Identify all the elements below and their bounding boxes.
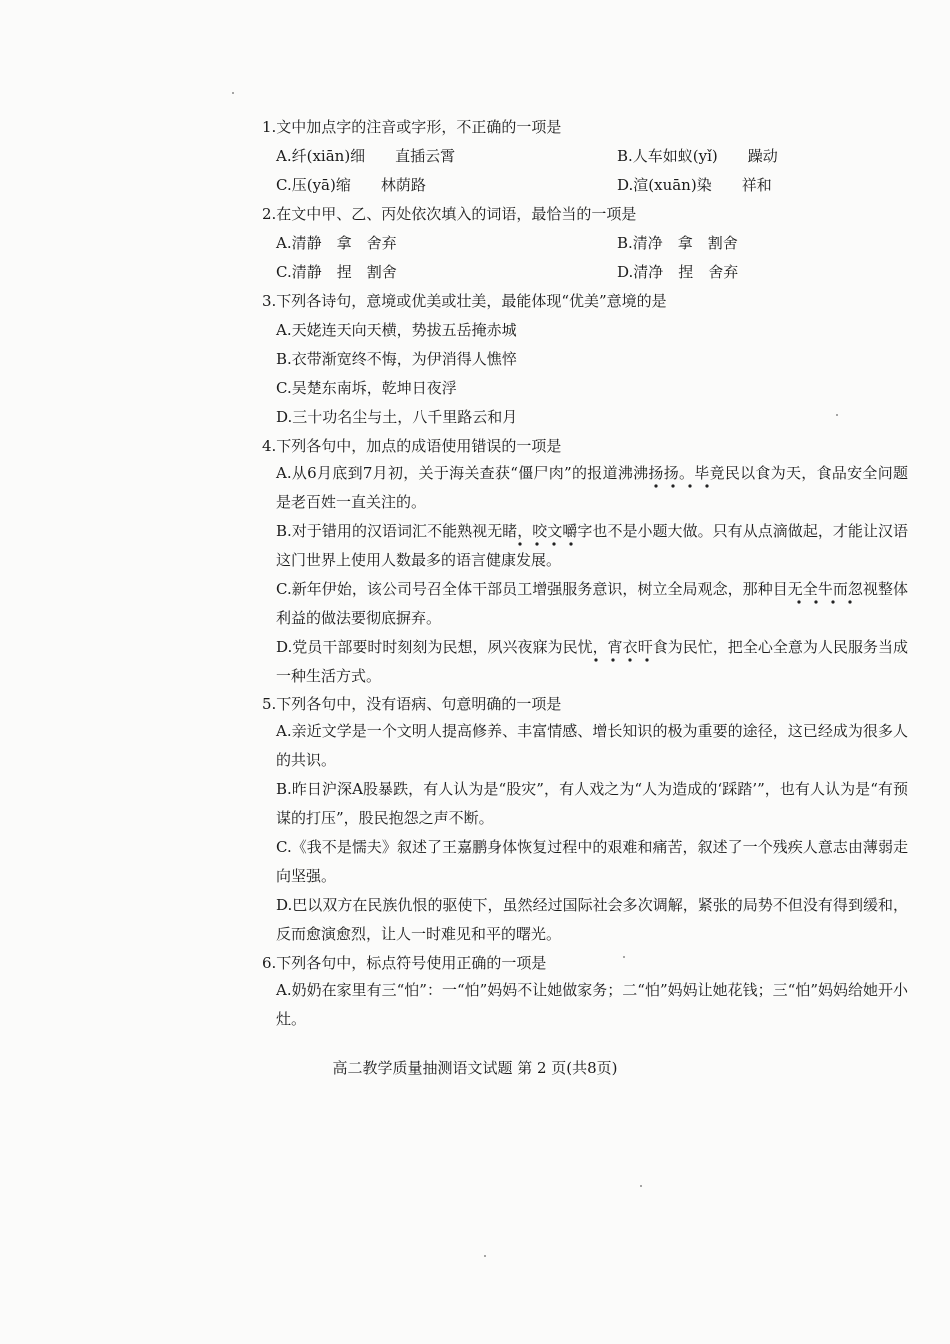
- scan-speck: [836, 414, 838, 416]
- question-5-stem: 5.下列各句中，没有语病、句意明确的一项是: [262, 695, 562, 713]
- scan-speck: [232, 92, 234, 94]
- question-2-stem: 2.在文中甲、乙、丙处依次填入的词语，最恰当的一项是: [262, 205, 637, 223]
- question-5-option-d: D.巴以双方在民族仇恨的驱使下，虽然经过国际社会多次调解，紧张的局势不但没有得到缓和，反而愈演愈烈，让人一时难见和平的曙光。: [276, 896, 908, 943]
- scan-speck: [484, 1255, 486, 1257]
- question-2-option-c: C.清静 捏 割舍: [276, 263, 397, 281]
- question-3-stem: 3.下列各诗句，意境或优美或壮美，最能体现“优美”意境的是: [262, 292, 667, 310]
- question-4-option-d: D.党员干部要时时刻刻为民想，夙兴夜寐为民忧，宵衣旰食为民忙，把全心全意为人民服务当成一种生活方式。: [276, 638, 908, 685]
- question-2-option-d: D.清净 捏 舍弃: [617, 263, 739, 281]
- page-footer: 高二教学质量抽测语文试题 第 2 页(共8页): [332, 1059, 618, 1077]
- scan-speck: [640, 1185, 642, 1187]
- question-1-option-c: C.压(yā)缩 林荫路: [276, 176, 426, 194]
- question-4-stem: 4.下列各句中，加点的成语使用错误的一项是: [262, 437, 562, 455]
- question-3-option-d: D.三十功名尘与土，八千里路云和月: [276, 408, 518, 426]
- question-3-option-a: A.天姥连天向天横，势拔五岳掩赤城: [276, 321, 517, 339]
- question-3-option-c: C.吴楚东南坼，乾坤日夜浮: [276, 379, 457, 397]
- question-1-stem: 1.文中加点字的注音或字形，不正确的一项是: [262, 118, 562, 136]
- question-6-stem: 6.下列各句中，标点符号使用正确的一项是: [262, 954, 547, 972]
- question-2-option-b: B.清净 拿 割舍: [617, 234, 738, 252]
- question-1-option-a: A.纤(xiān)细 直插云霄: [276, 147, 456, 165]
- question-1-option-d: D.渲(xuān)染 祥和: [617, 176, 772, 194]
- question-5-option-b: B.昨日沪深A股暴跌，有人认为是“股灾”，有人戏之为“人为造成的‘踩踏’”，也有人认为是“有预谋的打压”，股民抱怨之声不断。: [276, 780, 908, 827]
- question-6-option-a: A.奶奶在家里有三“怕”：一“怕”妈妈不让她做家务；二“怕”妈妈让她花钱；三“怕”妈妈给她开小灶。: [276, 981, 908, 1028]
- question-5-option-c: C.《我不是懦夫》叙述了王嘉鹏身体恢复过程中的艰难和痛苦，叙述了一个残疾人意志由薄弱走向坚强。: [276, 838, 908, 885]
- question-5-option-a: A.亲近文学是一个文明人提高修养、丰富情感、增长知识的极为重要的途径，这已经成为很多人的共识。: [276, 722, 908, 769]
- question-3-option-b: B.衣带渐宽终不悔，为伊消得人憔悴: [276, 350, 517, 368]
- scan-speck: [623, 956, 625, 958]
- question-1-option-b: B.人车如蚁(yǐ) 躁动: [617, 147, 778, 165]
- question-4-option-b: B.对于错用的汉语词汇不能熟视无睹，咬文嚼字也不是小题大做。只有从点滴做起，才能让汉语这门世界上使用人数最多的语言健康发展。: [276, 522, 908, 569]
- question-4-option-a: A.从6月底到7月初，关于海关查获“僵尸肉”的报道沸沸扬扬。毕竟民以食为天，食品安全问题是老百姓一直关注的。: [276, 464, 908, 511]
- question-4-option-c: C.新年伊始，该公司号召全体干部员工增强服务意识，树立全局观念，那种目无全牛而忽视整体利益的做法要彻底摒弃。: [276, 580, 908, 627]
- question-2-option-a: A.清静 拿 舍弃: [276, 234, 397, 252]
